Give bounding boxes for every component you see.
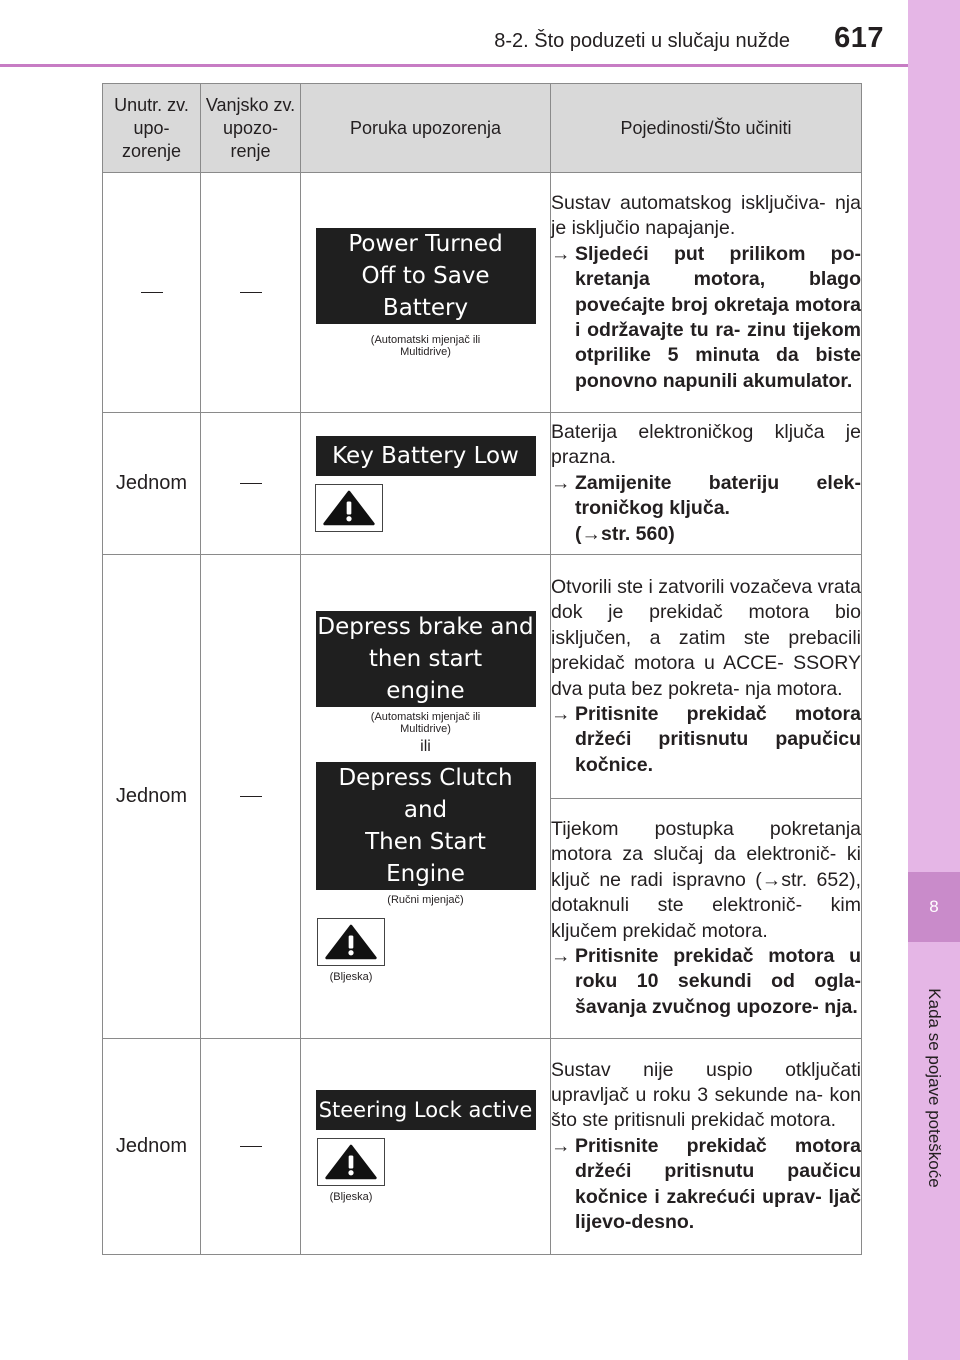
table-row	[103, 413, 862, 555]
caption: (Automatski mjenjač ili Multidrive)	[370, 710, 481, 735]
external-buzzer-cell	[201, 555, 301, 1039]
internal-buzzer-cell: Jednom	[103, 555, 201, 1039]
banner-line: Depress brake and	[317, 613, 534, 640]
header-external: Vanjsko zv. upozo- renje	[201, 84, 301, 173]
caption: (Bljeska)	[329, 970, 373, 983]
message-cell	[301, 413, 551, 555]
banner-line: Steering Lock active	[318, 1098, 533, 1122]
detail-text: Otvorili ste i zatvorili vozačeva vrata dok je prekidač motora bio isključen, a zatim ste prebacili prekidač motora u ACCE- SSORY dva puta bez pokreta- nja motora.	[551, 575, 861, 700]
warning-message-display	[316, 436, 536, 476]
warning-triangle-icon	[317, 918, 385, 966]
banner-line: Off to Save	[361, 262, 490, 289]
message-cell	[301, 555, 551, 1039]
action-item	[551, 1134, 861, 1236]
header-message: Poruka upozorenja	[301, 84, 551, 173]
chapter-title: Kada se pojave poteškoće	[925, 988, 944, 1188]
banner-line: then start	[368, 645, 483, 672]
action-block	[575, 471, 861, 547]
banner-line: Then Start	[365, 828, 486, 855]
page-reference: (→str. 560)	[575, 522, 675, 545]
action-item	[551, 242, 861, 394]
details-cell	[551, 413, 862, 555]
action-text: Pritisnite prekidač motora u roku 10 sekundi od ogla- šavanja zvučnog upozore- nja.	[575, 944, 861, 1018]
header-details: Pojedinosti/Što učiniti	[551, 84, 862, 173]
detail-text: Sustav automatskog isključiva- nja je isključio napajanje.	[551, 191, 861, 240]
arrow-icon: →	[551, 702, 571, 725]
caption: (Ručni mjenjač)	[387, 893, 464, 906]
action-item	[551, 702, 861, 778]
banner-line: Battery	[382, 294, 469, 321]
details-cell	[551, 173, 862, 413]
dash-icon	[240, 1146, 262, 1147]
action-text: Sljedeći put prilikom po- kretanja motora, blago povećajte broj okretaja motora i održavajte tu ra- zinu tijekom otprilike 5 minuta da biste ponovno napunili akumulator.	[575, 242, 861, 392]
action-text: Pritisnite prekidač motora držeći pritisnutu papučicu kočnice.	[575, 702, 861, 776]
warning-wrap	[315, 918, 387, 983]
warning-message-display	[316, 1090, 536, 1130]
warning-wrap	[315, 1138, 387, 1203]
arrow-icon: →	[551, 471, 571, 494]
external-buzzer-cell	[201, 413, 301, 555]
caption: (Bljeska)	[329, 1191, 373, 1203]
dash-icon	[141, 292, 163, 293]
arrow-icon: →	[551, 1134, 571, 1157]
table-row	[103, 173, 862, 413]
page-number: 617	[834, 22, 884, 54]
banner-line: Engine	[386, 860, 465, 887]
action-text: Zamijenite bateriju elek- troničkog ključa.	[575, 471, 861, 520]
caption: (Automatski mjenjač ili Multidrive)	[370, 333, 481, 358]
header-divider	[0, 64, 908, 67]
banner-line: Power Turned	[348, 230, 503, 257]
action-item	[551, 471, 861, 547]
internal-buzzer-cell: Jednom	[103, 1039, 201, 1255]
detail-text: Baterija elektroničkog ključa je prazna.	[551, 420, 861, 469]
dash-icon	[240, 292, 262, 293]
arrow-icon: →	[551, 242, 571, 265]
warning-message-display	[316, 611, 536, 707]
warning-table	[102, 83, 862, 1255]
banner-line: engine	[386, 677, 465, 704]
warning-triangle-icon	[317, 1138, 385, 1186]
warning-triangle-icon	[315, 484, 383, 532]
message-cell	[301, 173, 551, 413]
details-cell	[551, 1039, 862, 1255]
detail-text: Tijekom postupka pokretanja motora za slučaj da elektronič- ki ključ ne radi ispravno (→str. 652), dotaknuli ste elektronič- kim ključem prekidač motora.	[551, 817, 861, 942]
section-title: 8-2. Što poduzeti u slučaju nužde	[494, 30, 790, 52]
details-cell	[551, 555, 862, 799]
message-cell	[301, 1039, 551, 1255]
arrow-icon: →	[551, 944, 571, 967]
table-row	[103, 1039, 862, 1255]
internal-buzzer-cell: Jednom	[103, 413, 201, 555]
or-label: ili	[420, 737, 431, 755]
warning-message-display	[316, 228, 536, 324]
header-internal: Unutr. zv. upo- zorenje	[103, 84, 201, 173]
external-buzzer-cell	[201, 173, 301, 413]
chapter-number: 8	[908, 872, 960, 942]
external-buzzer-cell	[201, 1039, 301, 1255]
warning-message-display	[316, 762, 536, 890]
action-text: Pritisnite prekidač motora držeći pritisnutu paučicu kočnice i zakrećući uprav- ljač lijevo-desno.	[575, 1134, 861, 1234]
internal-buzzer-cell	[103, 173, 201, 413]
dash-icon	[240, 796, 262, 797]
table-header-row	[103, 84, 862, 173]
details-cell	[551, 799, 862, 1039]
table-row	[103, 555, 862, 799]
banner-line: Key Battery Low	[332, 442, 519, 469]
dash-icon	[240, 483, 262, 484]
detail-text: Sustav nije uspio otključati upravljač u roku 3 sekunde na- kon što ste pritisnuli prekidač motora.	[551, 1058, 861, 1132]
banner-line: Depress Clutch and	[338, 764, 513, 823]
action-item	[551, 944, 861, 1020]
warning-wrap	[315, 484, 550, 532]
